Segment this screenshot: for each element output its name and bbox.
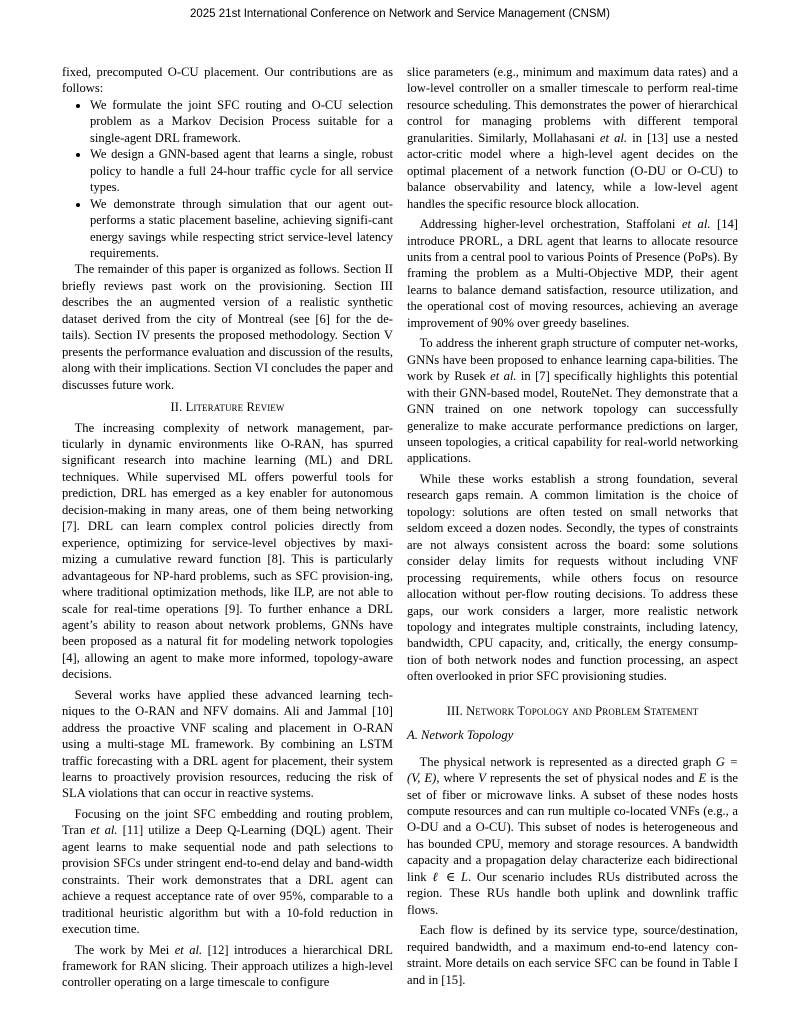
literature-paragraph-8: While these works establish a strong foundation, several research gaps remain. A common limitation is the choice of topology: solutions are often tested on small networks that seldom exceed a dozen nodes. Secondly, the types of constraints are not always consistent across the board: some solutions consider delay limits for requests without including VNF processing requirements, while others focus on resource allocation without per-flow routing decisions. To address these gaps, our work considers a larger, more realistic network topology and integrates multiple constraints, including latency, bandwidth, CPU capacity, and, critically, the energy consump-tion of both network nodes and function processing, an aspect often overlooked in prior SFC provisioning studies. — [407, 471, 738, 684]
math-e: E — [698, 771, 707, 786]
left-column — [62, 64, 393, 991]
literature-paragraph-6: Addressing higher-level orchestration, Staffolani et al. [14] introduce PRORL, a DRL agent that learns to allocate resource units from a central pool to various Points of Presence (PoPs). By framing the problem as a Multi-Objective MDP, their agent learns to balance demand satisfaction, resource utilization, and the operational cost of moving resources, achieving an average improvement of 90% over greedy baselines. — [407, 217, 738, 330]
et-al: et al. — [90, 823, 118, 838]
right-column — [407, 64, 738, 988]
intro-tail-paragraph: fixed, precomputed O-CU placement. Our contributions are as follows: — [62, 65, 393, 96]
et-al: et al. — [174, 942, 203, 957]
math-link: ℓ ∈ L — [432, 869, 468, 884]
topology-paragraph-2: Each flow is defined by its service type, source/destination, required bandwidth, and a maximum end-to-end latency con-straint. More details on each service SFC can be found in Table I and in [15]. — [407, 923, 738, 987]
literature-paragraph-4: The work by Mei et al. [12] introduces a hierarchical DRL framework for RAN slicing. Their approach utilizes a high-level controller operating on a large timescale to configure — [62, 942, 394, 990]
section-title-network-topology: III. Network Topology and Problem Statement — [446, 703, 699, 718]
et-al: et al. — [599, 130, 628, 145]
contribution-item: • We formulate the joint SFC routing and O-CU selection problem as a Markov Decision Process suitable for a single-agent DRL framework. — [90, 97, 393, 146]
et-al: et al. — [490, 369, 517, 384]
contribution-item: • We design a GNN-based agent that learns a single, robust policy to handle a full 24-hour traffic cycle for all service types. — [90, 146, 393, 195]
contribution-item: • We demonstrate through simulation that our agent out-performs a static placement baseline, achieving signifi-cant energy savings while respecting strict service-level latency requirements. — [90, 196, 393, 262]
literature-paragraph-7: To address the inherent graph structure of computer net-works, GNNs have been proposed to enhance learning capa-bilities. The work by Rusek et al. in [7] specifically highlights this potential with their GNN-based model, RouteNet. They demonstrate that a GNN trained on one network topology can successfully generalize to make accurate performance predictions on larger, unseen topologies, a critical capability for real-world networking applications. — [407, 336, 738, 466]
running-header: 2025 21st International Conference on Network and Service Management (CNSM) — [190, 8, 610, 20]
section-title-literature-review: II. Literature Review — [170, 400, 285, 415]
organization-paragraph: The remainder of this paper is organized as follows. Section II briefly reviews past work on the provisioning. Section III describes the an augmented version of a realistic synthetic dataset derived from the city of Montreal (see [6] for the de-tails). Section IV presents the proposed methodology. Section V presents the performance evaluation and discussion of the results, along with their implications. Section VI concludes the paper and discusses future work. — [62, 262, 393, 392]
literature-paragraph-3: Focusing on the joint SFC embedding and routing problem, Tran et al. [11] utilize a Deep Q-Learning (DQL) agent. Their agent learns to make sequential node and path selections to provision SFCs under stringent end-to-end delay and band-width constraints. Their work demonstrates that a DRL agent can achieve a request acceptance rate of over 95%, comparable to a traditional heuristic algorithm but with a 10-fold reduction in execution time. — [62, 806, 393, 937]
subsection-title-network-topology: A. Network Topology — [407, 728, 514, 743]
contributions-list — [62, 97, 393, 262]
literature-paragraph-1: The increasing complexity of network management, par-ticularly in dynamic environments like O-RAN, has spurred significant research into machine learning (ML) and DRL techniques. While supervised ML offers powerful tools for prediction, DRL has emerged as a key enabler for autonomous decision-making in many areas, one of them being networking [7]. DRL can learn complex control policies directly from experience, optimizing for service-level objectives by maxi-mizing a cumulative reward function [8]. This is particularly advantageous for NP-hard problems, such as SFC provision-ing, where traditional optimization methods, like ILP, are not able to scale for real-time operations [9]. To further enhance a DRL agent’s ability to reason about network problems, GNNs have been proposed as a natural fit for modeling network topologies [4], allowing an agent to make more informed, topology-aware decisions. — [62, 420, 393, 682]
math-graph: G = (V, E) — [407, 754, 738, 786]
literature-paragraph-5: slice parameters (e.g., minimum and maximum data rates) and a low-level controller on a smaller timescale to perform real-time resource scheduling. This demonstrates the power of hierarchical control for managing problems with different temporal granularities. Similarly, Mollahasani et al. in [13] use a nested actor-critic model where a high-level agent decides on the optimal placement of a network function (O-DU or O-CU) to balance observability and latency, while a low-level agent handles the specific resource block allocation. — [407, 65, 739, 211]
math-v: V — [478, 771, 486, 786]
topology-paragraph-1: The physical network is represented as a directed graph G = (V, E), where V represents the set of physical nodes and E is the set of fiber or microwave links. A subset of these nodes hosts compute resources and can run multiple co-located VNFs (e.g., a O-DU and a O-CU). This subset of nodes is heterogeneous and has bounded CPU, memory and storage resources. A bandwidth capacity and a propagation delay characterize each bidirectional link ℓ ∈ L. Our scenario includes RUs distributed across the region. These RUs handle both uplink and downlink traffic flows. — [407, 754, 738, 917]
literature-paragraph-2: Several works have applied these advanced learning tech-niques to the O-RAN and NFV domains. Ali and Jammal [10] address the proactive VNF scaling and placement in O-RAN using a multi-stage ML framework. By combining an LSTM traffic forecasting with a DRL agent for placement, their system learns to proactively provision resources, reducing the risk of SLA violations that can occur in reactive systems. — [62, 687, 393, 801]
et-al: et al. — [681, 217, 711, 232]
